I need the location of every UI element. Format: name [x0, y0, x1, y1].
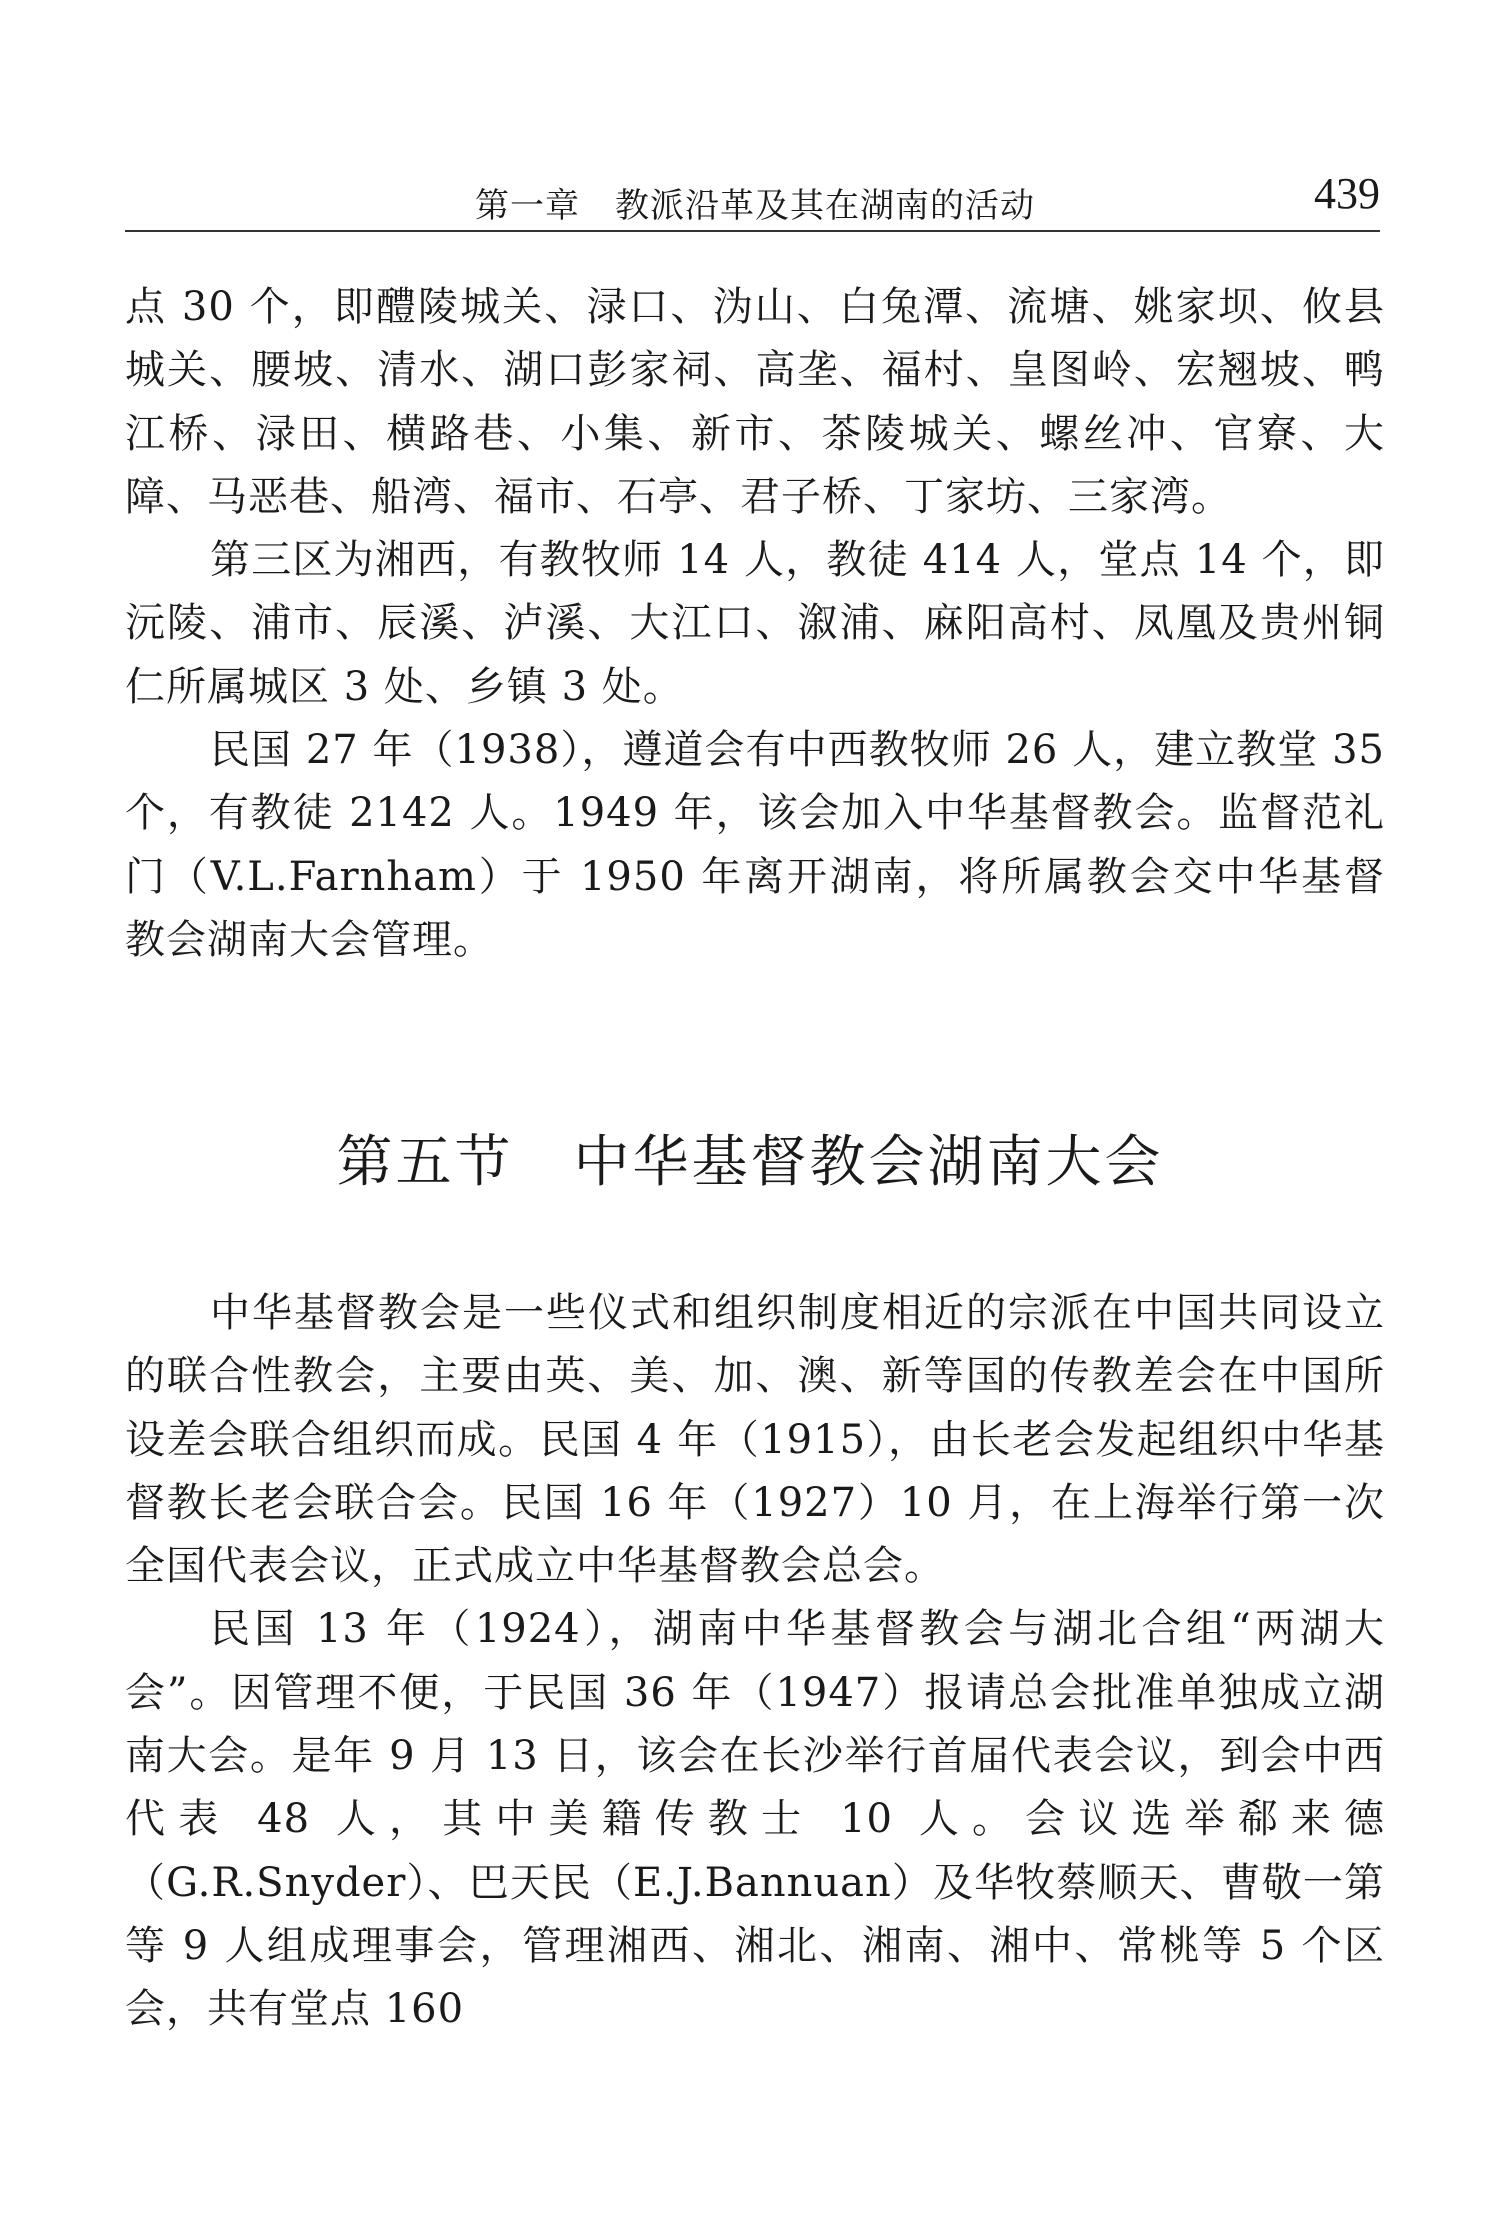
paragraph: 点 30 个，即醴陵城关、渌口、沩山、白兔潭、流塘、姚家坝、攸县城关、腰坡、清水、湖口彭家祠、高垄、福村、皇图岭、宏翘坡、鸭江桥、渌田、横路巷、小集、新市、茶陵城关、螺丝冲、官寮、大障、马恶巷、船湾、福市、石亭、君子桥、丁家坊、三家湾。 [125, 284, 1385, 520]
section-title: 中华基督教会湖南大会 [573, 1130, 1164, 1195]
section-continuation [125, 276, 1385, 972]
paragraph: 中华基督教会是一些仪式和组织制度相近的宗派在中国共同设立的联合性教会，主要由英、美、加、澳、新等国的传教差会在中国所设差会联合组织而成。民国 4 年（1915），由长老会发起组织中华基督教长老会联合会。民国 16 年（1927）10 月，在上海举行第一次全国代表会议，正式成立中华基督教会总会。 [125, 1290, 1385, 1590]
paragraph: 第三区为湘西，有教牧师 14 人，教徒 414 人，堂点 14 个，即沅陵、浦市、辰溪、泸溪、大江口、溆浦、麻阳高村、凤凰及贵州铜仁所属城区 3 处、乡镇 3 处。 [125, 537, 1385, 710]
section-body [125, 1282, 1385, 2042]
page-number: 439 [1314, 169, 1380, 218]
running-header [125, 168, 1380, 232]
section-heading [0, 1118, 1500, 1198]
header-rule [125, 230, 1380, 232]
section-number: 第五节 [336, 1130, 514, 1195]
paragraph: 民国 27 年（1938），遵道会有中西教牧师 26 人，建立教堂 35 个，有教徒 2142 人。1949 年，该会加入中华基督教会。监督范礼门（V.L.Farnham）于 1950 年离开湖南，将所属教会交中华基督教会湖南大会管理。 [125, 727, 1385, 963]
paragraph: 民国 13 年（1924），湖南中华基督教会与湖北合组“两湖大会”。因管理不便，于民国 36 年（1947）报请总会批准单独成立湖南大会。是年 9 月 13 日，该会在长沙举行首届代表会议，到会中西代表 48 人，其中美籍传教士 10 人。会议选举郗来德（G.R.Snyder）、巴天民（E.J.Bannuan）及华牧蔡顺天、曹敬一第等 9 人组成理事会，管理湘西、湘北、湘南、湘中、常桃等 5 个区会，共有堂点 160 [125, 1606, 1385, 2033]
chapter-title: 第一章 教派沿革及其在湖南的活动 [475, 186, 1035, 226]
